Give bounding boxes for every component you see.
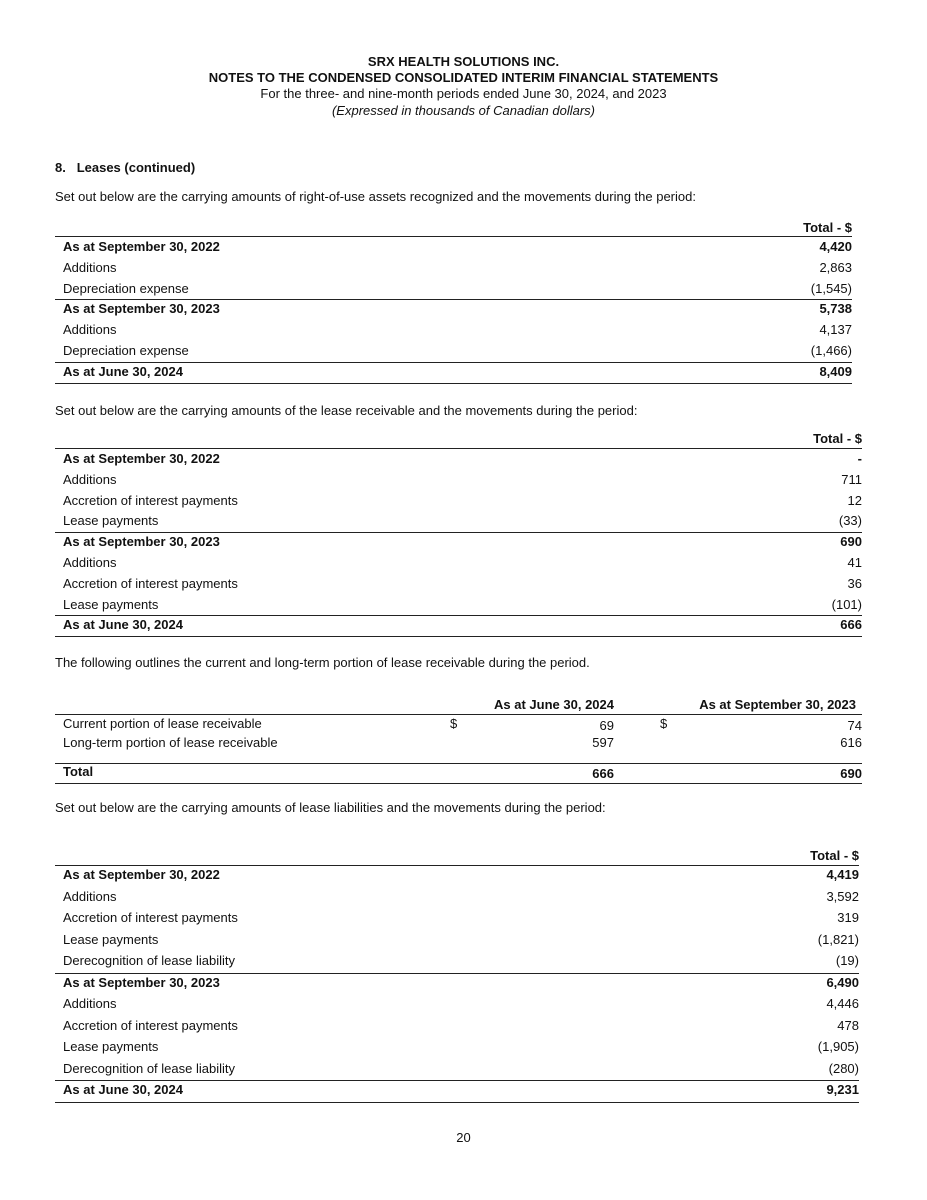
rule	[55, 636, 862, 637]
row-label: Accretion of interest payments	[63, 575, 238, 591]
balance-row	[55, 972, 859, 993]
receivable-col-header: Total - $	[813, 431, 862, 446]
row-value: 12	[847, 492, 862, 508]
balance-row	[55, 531, 862, 552]
row-label: As at September 30, 2022	[63, 451, 220, 466]
rou-table	[55, 220, 852, 385]
row-value: 4,419	[826, 867, 859, 882]
period-subtitle: For the three- and nine-month periods ended June 30, 2024, and 2023	[260, 86, 667, 101]
row-value: (101)	[831, 596, 862, 612]
balance-row	[55, 361, 852, 382]
rule	[55, 1102, 859, 1103]
currency-note: (Expressed in thousands of Canadian dollars)	[331, 103, 596, 118]
liabilities-col-header: Total - $	[810, 848, 859, 863]
row-value: 2,863	[819, 259, 852, 275]
currency-symbol: $	[450, 716, 458, 731]
row-label: As at September 30, 2023	[63, 974, 220, 990]
row-value: 41	[847, 555, 862, 570]
portion-col2-header: As at September 30, 2023	[699, 697, 856, 712]
row-label: As at June 30, 2024	[63, 363, 183, 379]
row-label: Current portion of lease receivable	[63, 716, 262, 731]
row-value: 666	[840, 617, 862, 633]
row-label: Lease payments	[63, 596, 159, 612]
row-value: (33)	[838, 513, 862, 529]
table-row	[55, 552, 862, 573]
table-row	[55, 950, 859, 971]
table-row	[55, 490, 862, 511]
section-number: 8.	[55, 160, 66, 175]
row-value: (280)	[828, 1060, 859, 1076]
balance-row	[55, 614, 862, 635]
receivable-intro: Set out below are the carrying amounts of the lease receivable and the movements during the period:	[55, 403, 638, 418]
rule	[55, 783, 862, 784]
row-label: Additions	[63, 888, 117, 904]
row-label: Depreciation expense	[63, 280, 189, 296]
table-row	[55, 278, 852, 299]
rou-intro: Set out below are the carrying amounts of right-of-use assets recognized and the movements during the period:	[55, 189, 696, 204]
row-label: As at September 30, 2022	[63, 867, 220, 882]
table-row	[55, 257, 852, 278]
row-label: Derecognition of lease liability	[63, 1060, 235, 1076]
balance-row	[55, 1079, 859, 1100]
row-value: 8,409	[819, 363, 852, 379]
row-label: Accretion of interest payments	[63, 910, 238, 925]
row-value: 6,490	[826, 974, 859, 990]
row-label: As at September 30, 2023	[63, 301, 220, 317]
row-value: 4,446	[826, 996, 859, 1011]
row-value: 690	[840, 534, 862, 550]
rou-col-header: Total - $	[803, 220, 852, 235]
table-row	[55, 340, 852, 361]
total-value-col2: 690	[840, 766, 862, 781]
section-heading	[55, 160, 195, 175]
row-value: (19)	[835, 953, 859, 968]
row-value: 4,137	[819, 322, 852, 338]
row-label: Additions	[63, 322, 117, 338]
table-row	[55, 469, 862, 490]
balance-row	[55, 864, 859, 885]
section-title: Leases (continued)	[76, 160, 196, 175]
table-row	[55, 1036, 859, 1057]
row-value: 4,420	[819, 239, 852, 254]
liabilities-intro: Set out below are the carrying amounts of lease liabilities and the movements during the period:	[55, 800, 606, 815]
row-value: (1,905)	[817, 1039, 859, 1054]
row-label: As at September 30, 2023	[63, 534, 220, 550]
rule	[55, 383, 852, 384]
row-value: 319	[837, 910, 859, 925]
balance-row	[55, 448, 862, 469]
row-label: Additions	[63, 555, 117, 570]
row-value-col2: 616	[840, 735, 862, 750]
row-value: 36	[847, 575, 862, 591]
total-value-col1: 666	[592, 766, 614, 781]
row-value-col1: 69	[599, 718, 614, 733]
row-label: Additions	[63, 996, 117, 1011]
balance-row	[55, 236, 852, 257]
row-label: As at June 30, 2024	[63, 617, 183, 633]
company-name: SRX HEALTH SOLUTIONS INC.	[367, 54, 560, 69]
table-row	[55, 573, 862, 594]
row-value: 5,738	[819, 301, 852, 317]
row-value: (1,466)	[810, 343, 852, 358]
table-row	[55, 713, 862, 734]
table-row	[55, 594, 862, 615]
row-label: Depreciation expense	[63, 343, 189, 358]
row-label: As at June 30, 2024	[63, 1082, 183, 1097]
row-label: Additions	[63, 259, 117, 275]
portion-intro: The following outlines the current and long-term portion of lease receivable during the period.	[55, 655, 590, 670]
row-value: 3,592	[826, 888, 859, 904]
table-row	[55, 886, 859, 907]
row-value-col2: 74	[847, 718, 862, 733]
row-label: Lease payments	[63, 513, 159, 529]
row-label: Accretion of interest payments	[63, 492, 238, 508]
row-label: Derecognition of lease liability	[63, 953, 235, 968]
page-number: 20	[456, 1130, 471, 1145]
row-value: 9,231	[826, 1082, 859, 1097]
row-value-col1: 597	[592, 735, 614, 750]
row-label: As at September 30, 2022	[63, 239, 220, 254]
table-row	[55, 1015, 859, 1036]
table-row	[55, 1058, 859, 1079]
table-row	[55, 732, 862, 753]
row-value: 711	[841, 471, 862, 487]
currency-symbol: $	[660, 716, 668, 731]
row-value: 478	[837, 1017, 859, 1033]
table-row	[55, 929, 859, 950]
document-title: NOTES TO THE CONDENSED CONSOLIDATED INTERIM FINANCIAL STATEMENTS	[208, 70, 719, 85]
total-label: Total	[63, 764, 94, 779]
portion-table	[55, 697, 862, 787]
row-label: Additions	[63, 471, 117, 487]
table-row	[55, 510, 862, 531]
row-label: Long-term portion of lease receivable	[63, 735, 278, 750]
row-value: (1,821)	[817, 931, 859, 947]
balance-row	[55, 298, 852, 319]
table-row	[55, 319, 852, 340]
row-label: Lease payments	[63, 931, 159, 947]
table-row	[55, 907, 859, 928]
liabilities-table	[55, 848, 859, 1108]
row-value: (1,545)	[810, 280, 852, 296]
total-row	[55, 761, 862, 782]
receivable-table	[55, 431, 862, 641]
row-label: Accretion of interest payments	[63, 1017, 238, 1033]
row-value: -	[857, 451, 862, 466]
table-row	[55, 993, 859, 1014]
row-label: Lease payments	[63, 1039, 159, 1054]
portion-col1-header: As at June 30, 2024	[494, 697, 614, 712]
